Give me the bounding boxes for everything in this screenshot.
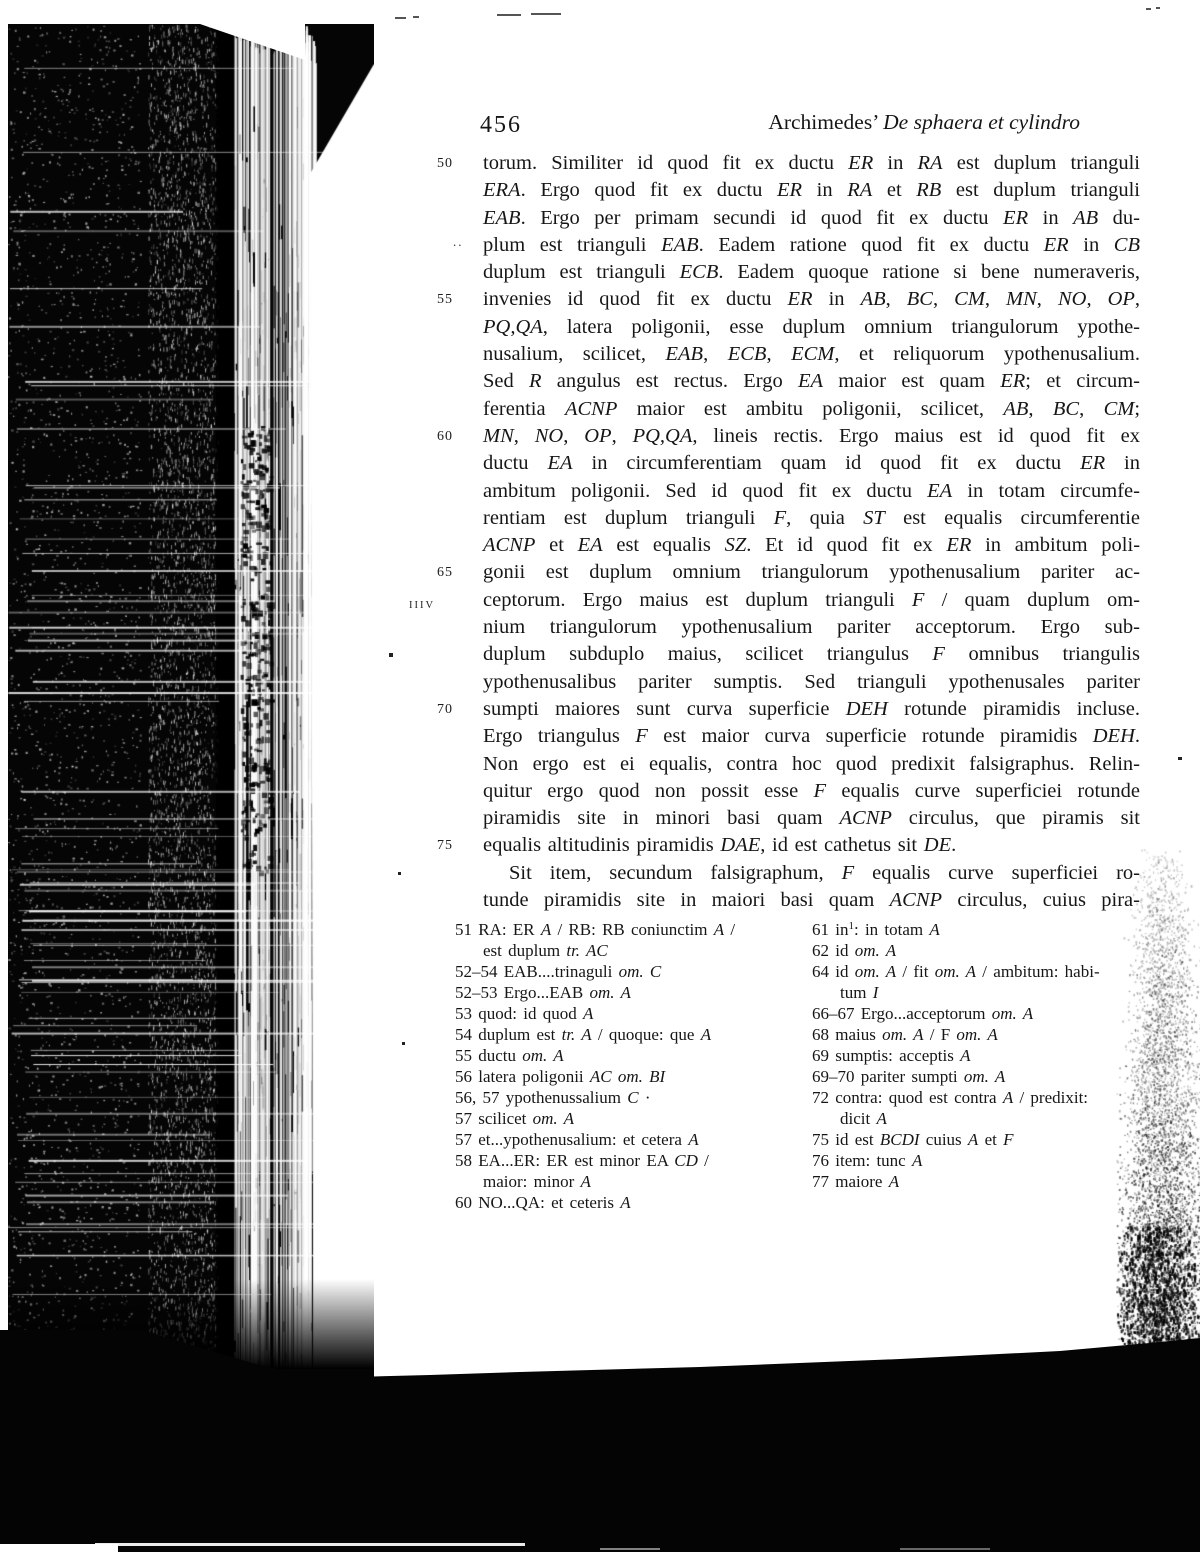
scan-speck	[1178, 757, 1182, 760]
body-line	[483, 478, 1140, 505]
body-line	[483, 532, 1140, 559]
body-line	[437, 423, 1140, 450]
apparatus-line	[812, 982, 1177, 1003]
apparatus-line	[812, 1171, 1177, 1192]
body-line-text: MN, NO, OP, PQ,QA, lineis rectis. Ergo maius est id quod fit ex	[483, 424, 1140, 447]
scan-speck	[389, 653, 393, 657]
apparatus-line-text: 69 sumptis: acceptis A	[812, 1046, 971, 1065]
margin-mark: ..	[453, 233, 464, 249]
body-line-text: nium triangulorum ypothenusalium pariter acceptorum. Ergo sub-	[483, 616, 1140, 639]
body-line	[483, 805, 1140, 832]
body-line	[483, 860, 1140, 887]
bottom-scan-band	[0, 1330, 1200, 1552]
apparatus-line	[812, 1129, 1177, 1150]
apparatus-line-text: 64 id om. A / fit om. A / ambitum: habi-	[812, 962, 1100, 981]
body-line-text: sumpti maiores sunt curva superficie DEH rotunde piramidis incluse.	[483, 697, 1140, 720]
body-line	[483, 177, 1140, 204]
apparatus-line-text: 62 id om. A	[812, 941, 897, 960]
body-line	[483, 669, 1140, 696]
body-line	[409, 587, 1141, 614]
apparatus-line	[455, 1066, 810, 1087]
body-line-text: ypothenusalibus pariter sumptis. Sed trianguli ypothenusales pariter	[483, 670, 1140, 693]
apparatus-line-text: 56 latera poligonii AC om. BI	[455, 1067, 666, 1086]
body-line	[483, 450, 1140, 477]
bottom-white-line	[95, 1543, 525, 1546]
apparatus-line	[812, 1087, 1177, 1108]
apparatus-line-text: 76 item: tunc A	[812, 1151, 923, 1170]
body-line-text: invenies id quod fit ex ductu ER in AB, BC, CM, MN, NO, OP,	[483, 288, 1141, 311]
apparatus-line-text: 66–67 Ergo...acceptorum om. A	[812, 1004, 1034, 1023]
margin-line-number: 70	[437, 701, 453, 717]
scan-speck	[1156, 7, 1160, 9]
apparatus-line	[455, 1024, 810, 1045]
margin-line-number: 55	[437, 292, 453, 308]
apparatus-line-text: 69–70 pariter sumpti om. A	[812, 1067, 1006, 1086]
running-title-work: De sphaera et cylindro	[883, 110, 1080, 134]
scan-speck	[1146, 8, 1151, 10]
apparatus-line-text: maior: minor A	[483, 1172, 591, 1191]
body-line-text: piramidis site in minori basi quam ACNP circulus, que piramis sit	[483, 807, 1140, 830]
body-line-text: ductu EA in circumferentiam quam id quod fit ex ductu ER in	[483, 452, 1141, 475]
body-line-text: EAB. Ergo per primam secundi id quod fit ex ductu ER in AB du-	[483, 206, 1140, 229]
apparatus-line	[812, 1150, 1177, 1171]
body-line	[483, 368, 1140, 395]
body-line-text: PQ,QA, latera poligonii, esse duplum omnium triangulorum ypothe-	[483, 315, 1140, 338]
apparatus-line	[812, 940, 1177, 961]
apparatus-line-text: 54 duplum est tr. A / quoque: que A	[455, 1025, 712, 1044]
body-line	[437, 150, 1140, 177]
scan-speck	[395, 17, 406, 19]
body-line	[437, 832, 1140, 859]
margin-line-number: 50	[437, 156, 453, 171]
body-line-text: duplum est trianguli ECB. Eadem quoque ratione si bene numeraveris,	[483, 261, 1141, 284]
bottom-white-dash	[900, 1548, 990, 1550]
apparatus-line	[812, 1066, 1177, 1087]
body-line-text: tunde piramidis site in maiori basi quam ACNP circulus, cuius pira-	[483, 889, 1140, 912]
apparatus-line-text: 68 maius om. A / F om. A	[812, 1025, 998, 1044]
apparatus-line	[455, 1108, 810, 1129]
apparatus-line-text: 77 maiore A	[812, 1172, 900, 1191]
body-line-text: ferentia ACNP maior est ambitu poligonii, scilicet, AB, BC, CM;	[483, 397, 1141, 420]
body-line	[483, 614, 1140, 641]
apparatus-line	[812, 1045, 1177, 1066]
bottom-white-dash	[600, 1548, 660, 1550]
apparatus-line-text: 75 id est BCDI cuius A et F	[812, 1130, 1014, 1149]
body-line	[483, 751, 1140, 778]
apparatus-line-text: 55 ductu om. A	[455, 1046, 564, 1065]
body-line-text: ACNP et EA est equalis SZ. Et id quod fit ex ER in ambitum poli-	[483, 534, 1141, 557]
apparatus-line-text: 52–53 Ergo...EAB om. A	[455, 983, 631, 1002]
page-number: 456	[480, 112, 522, 138]
body-line-text: quitur ergo quod non possit esse F equalis curve superficiei rotunde	[483, 779, 1140, 802]
apparatus-line	[455, 1192, 810, 1213]
body-line-text: ERA. Ergo quod fit ex ductu ER in RA et RB est duplum trianguli	[483, 179, 1140, 202]
apparatus-line	[812, 1024, 1177, 1045]
scan-speck	[402, 1042, 405, 1045]
body-line-text: gonii est duplum omnium triangulorum ypothenusalium pariter ac-	[483, 561, 1140, 584]
body-line-text: Sit item, secundum falsigraphum, F equalis curve superficiei ro-	[509, 861, 1140, 884]
apparatus-line	[812, 1003, 1177, 1024]
body-text	[409, 150, 1141, 914]
apparatus-line	[455, 1129, 810, 1150]
apparatus-line	[812, 961, 1177, 982]
body-line-text: Sed R angulus est rectus. Ergo EA maior est quam ER; et circum-	[483, 370, 1140, 393]
body-line	[437, 559, 1140, 586]
apparatus-line-text: 72 contra: quod est contra A / predixit:	[812, 1088, 1089, 1107]
scan-speck	[497, 14, 521, 16]
running-title-author: Archimedes’	[768, 110, 884, 134]
folio-marginal: IIIV	[409, 599, 436, 611]
apparatus-line	[455, 1171, 810, 1192]
apparatus-line-text: 61 $in^1$: in totam A	[812, 920, 940, 939]
scan-speck	[413, 16, 419, 18]
apparatus-line-text: 57 et...ypothenusalium: et cetera A	[455, 1130, 699, 1149]
apparatus-line	[455, 1003, 810, 1024]
apparatus-line	[455, 1045, 810, 1066]
apparatus-left-column	[455, 919, 810, 1213]
body-line-text: rentiam est duplum trianguli F, quia ST est equalis circumferentie	[483, 506, 1141, 529]
body-line-text: ambitum poligonii. Sed id quod fit ex ductu EA in totam circumfe-	[483, 479, 1140, 502]
apparatus-line	[455, 919, 810, 940]
apparatus-line	[812, 1108, 1177, 1129]
body-line	[483, 396, 1140, 423]
apparatus-line-text: dicit A	[840, 1109, 887, 1128]
body-line	[483, 723, 1140, 750]
scan-speck	[531, 13, 561, 15]
apparatus-line-text: 51 RA: ER A / RB: RB coniunctim A /	[455, 920, 736, 939]
apparatus-line	[455, 940, 810, 961]
apparatus-line	[455, 1150, 810, 1171]
body-line	[483, 205, 1140, 232]
apparatus-line-text: 56, 57 ypothenussalium C ·	[455, 1088, 651, 1107]
apparatus-line	[455, 961, 810, 982]
body-line	[453, 232, 1140, 259]
apparatus-line	[455, 1087, 810, 1108]
apparatus-right-column	[812, 916, 1177, 1192]
body-line	[483, 778, 1140, 805]
apparatus-line-text: 52–54 EAB....trinaguli om. C	[455, 962, 662, 981]
apparatus-line-text: 58 EA...ER: ER est minor EA CD /	[455, 1151, 709, 1170]
book-edge-texture	[8, 24, 374, 1380]
body-line	[437, 696, 1140, 723]
apparatus-line-text: tum I	[840, 983, 879, 1002]
apparatus-line-text: 53 quod: id quod A	[455, 1004, 594, 1023]
margin-line-number: 65	[437, 565, 453, 581]
body-line-text: torum. Similiter id quod fit ex ductu ER in RA est duplum trianguli	[483, 152, 1140, 174]
running-title	[700, 110, 1080, 135]
body-line-text: ceptorum. Ergo maius est duplum trianguli F / quam duplum om-	[483, 588, 1141, 611]
apparatus-line-text: 60 NO...QA: et ceteris A	[455, 1193, 631, 1212]
body-line-text: plum est trianguli EAB. Eadem ratione quod fit ex ductu ER in CB	[483, 233, 1140, 256]
apparatus-line-text: 57 scilicet om. A	[455, 1109, 575, 1128]
apparatus-line-text: est duplum tr. AC	[483, 941, 608, 960]
margin-line-number: 60	[437, 428, 453, 444]
body-line-text: nusalium, scilicet, EAB, ECB, ECM, et reliquorum ypothenusalium.	[483, 343, 1140, 366]
apparatus-line	[455, 982, 810, 1003]
body-line-text: equalis altitudinis piramidis DAE, id est cathetus sit DE.	[483, 834, 957, 857]
body-line-text: duplum subduplo maius, scilicet triangulus F omnibus triangulis	[483, 643, 1140, 666]
body-line	[483, 341, 1140, 368]
body-line-text: Ergo triangulus F est maior curva superficie rotunde piramidis DEH.	[483, 725, 1141, 748]
body-line	[483, 887, 1140, 914]
apparatus-line	[812, 916, 1177, 940]
body-line	[483, 505, 1140, 532]
body-line	[437, 286, 1141, 313]
scan-speck	[398, 872, 401, 875]
body-line	[483, 314, 1140, 341]
body-line	[483, 641, 1140, 668]
body-line	[483, 259, 1140, 286]
body-line-text: Non ergo est ei equalis, contra hoc quod predixit falsigraphus. Relin-	[483, 752, 1140, 775]
margin-line-number: 75	[437, 838, 453, 854]
